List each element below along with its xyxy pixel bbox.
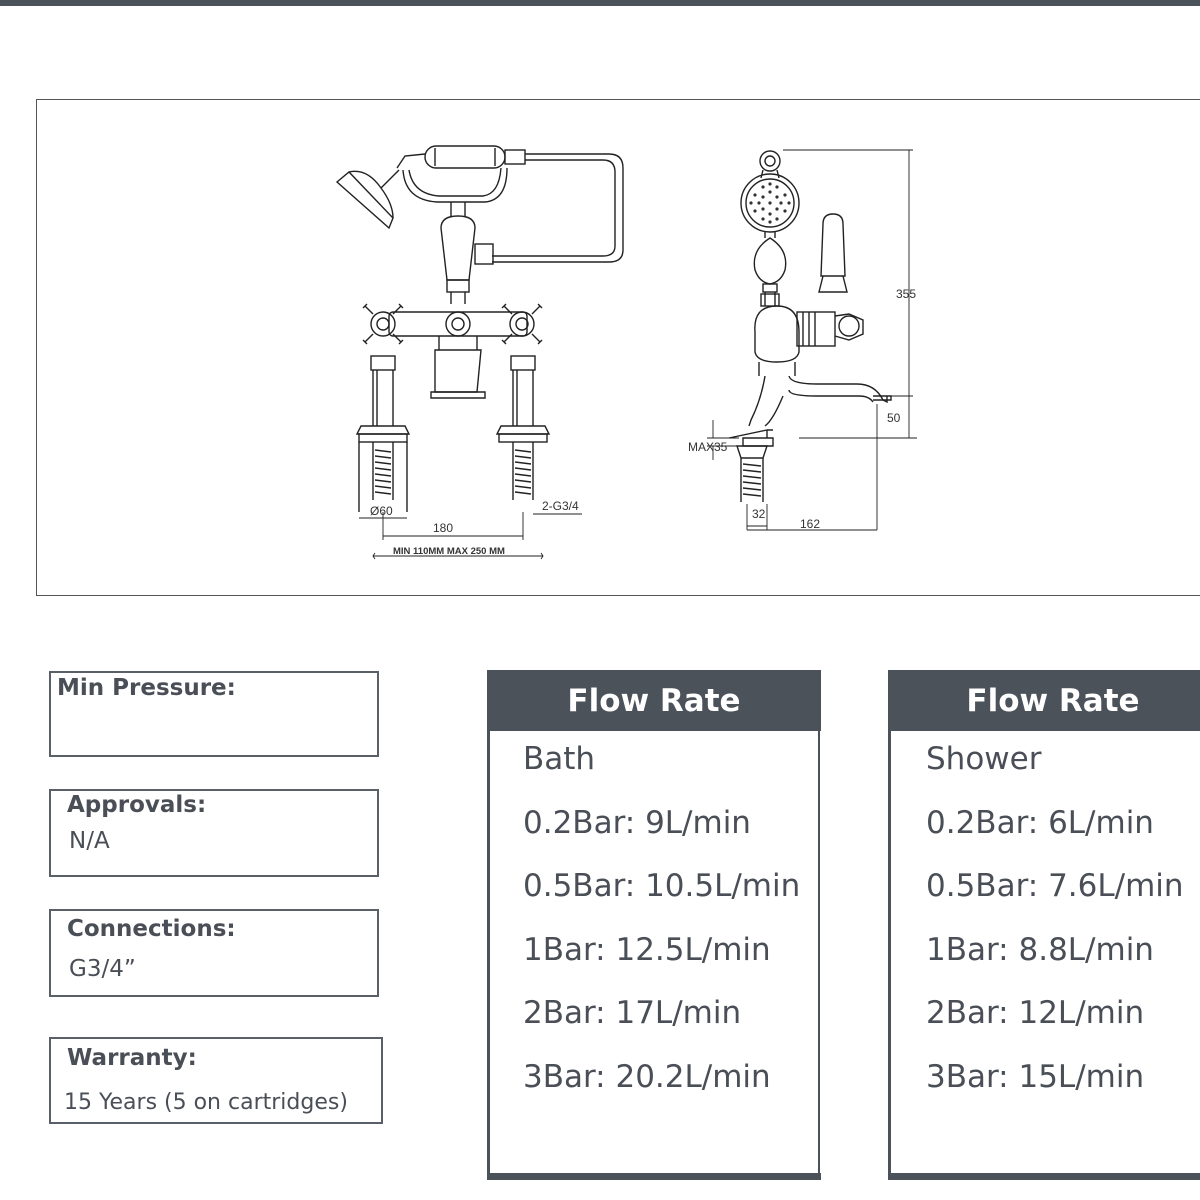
flow-rate-shower-footer (888, 1173, 1200, 1180)
approvals-box (49, 789, 379, 877)
flow-row: 3Bar: 20.2L/min (523, 1058, 771, 1095)
flow-row: 0.2Bar: 9L/min (523, 804, 751, 841)
approvals-label: Approvals: (67, 792, 207, 818)
dim-diameter: Ø60 (370, 504, 393, 518)
dim-base: 32 (752, 507, 766, 521)
dim-range: MIN 110MM MAX 250 MM (393, 546, 505, 557)
technical-drawing (36, 99, 1200, 596)
flow-row: Bath (523, 741, 596, 777)
flow-row: 0.5Bar: 7.6L/min (926, 868, 1184, 904)
flow-rate-shower (888, 670, 1200, 1180)
flow-rate-bath-list (523, 740, 800, 1121)
flow-rate-bath-footer (487, 1173, 821, 1180)
flow-rate-shower-title: Flow Rate (888, 670, 1200, 731)
side-view (729, 151, 891, 502)
front-view (337, 146, 623, 512)
flow-row: 2Bar: 17L/min (523, 995, 742, 1031)
flow-rate-shower-list (926, 740, 1184, 1121)
warranty-label: Warranty: (67, 1045, 197, 1071)
min-pressure-box (49, 671, 379, 757)
flow-row: 3Bar: 15L/min (926, 1058, 1145, 1095)
flow-row: 2Bar: 12L/min (926, 995, 1145, 1031)
flow-row: 0.5Bar: 10.5L/min (523, 868, 801, 904)
dim-spout-height: 50 (887, 411, 901, 425)
min-pressure-label: Min Pressure: (57, 675, 236, 701)
flow-rate-bath-title: Flow Rate (487, 670, 821, 731)
dim-projection: 162 (800, 517, 821, 531)
dim-height: 355 (896, 287, 917, 301)
top-bar (0, 0, 1200, 6)
warranty-box (49, 1037, 383, 1124)
connections-label: Connections: (67, 916, 236, 942)
dim-centres: 180 (433, 521, 454, 535)
flow-row: 1Bar: 8.8L/min (926, 931, 1154, 968)
flow-row: 0.2Bar: 6L/min (926, 804, 1154, 841)
dim-thread: 2-G3/4 (542, 499, 579, 513)
tap-drawing-svg (37, 100, 1200, 597)
warranty-value: 15 Years (5 on cartridges) (64, 1090, 348, 1115)
flow-row: 1Bar: 12.5L/min (523, 931, 771, 968)
flow-rate-bath (487, 670, 820, 1180)
connections-value: G3/4” (69, 956, 136, 982)
connections-box (49, 909, 379, 997)
dim-deck: MAX35 (688, 440, 728, 454)
flow-row: Shower (926, 741, 1042, 777)
approvals-value: N/A (69, 828, 110, 854)
